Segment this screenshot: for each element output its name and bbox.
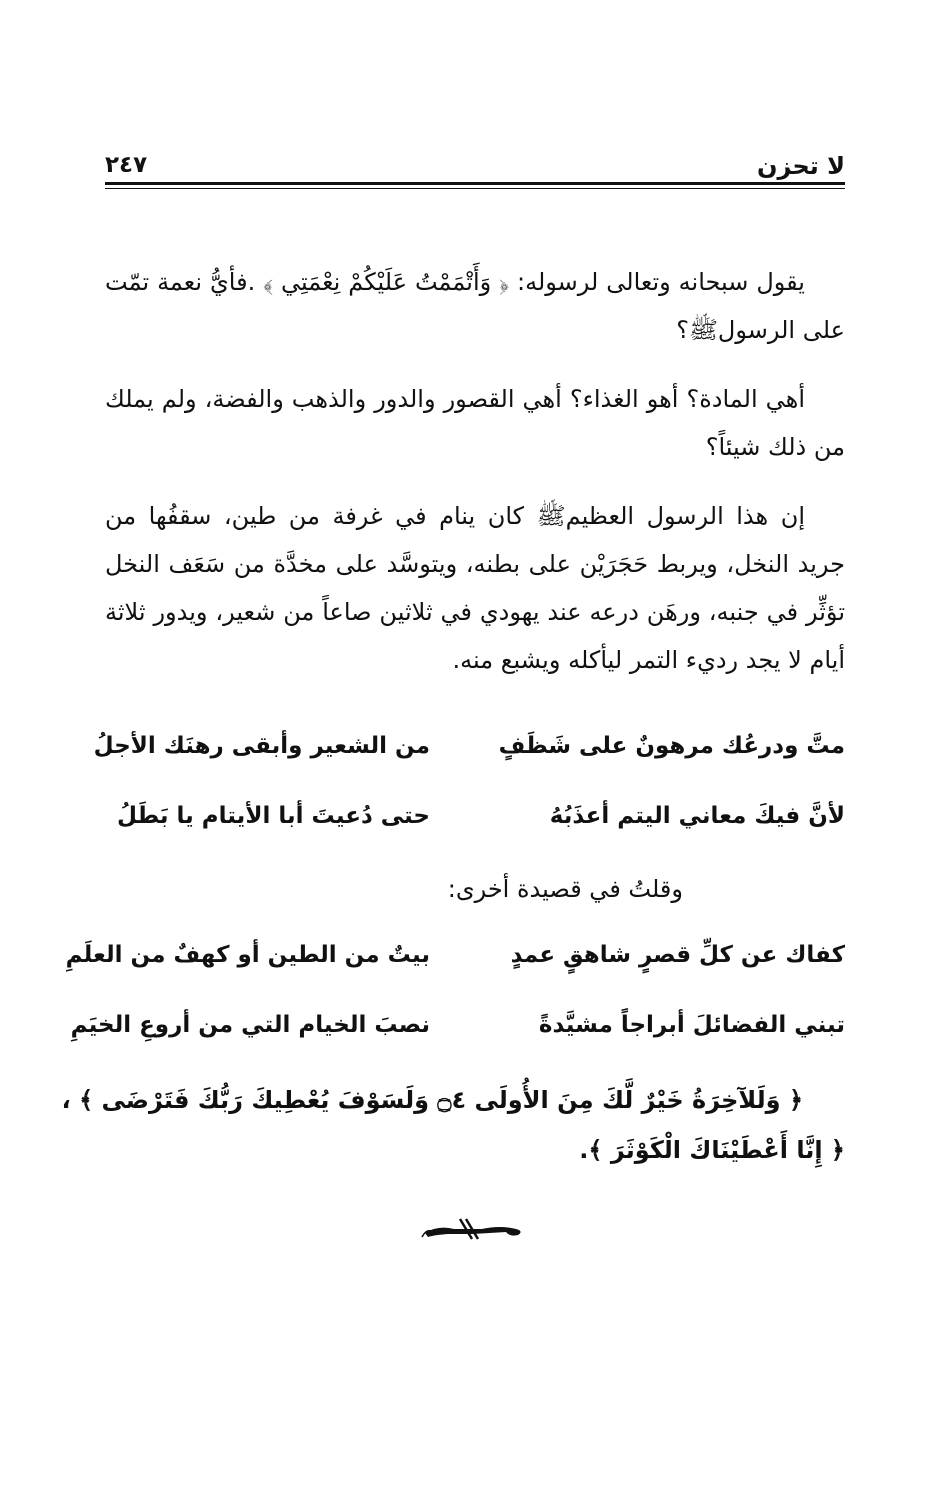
quran-line-2: ﴿ إِنَّا أَعْطَيْنَاكَ الْكَوْثَرَ ﴾. — [579, 1136, 845, 1164]
page-number: ٢٤٧ — [105, 152, 148, 178]
poem2-verse-1 — [65, 942, 845, 982]
verse-first-hemistich: كفاك عن كلِّ قصرٍ شاهقٍ عمدٍ — [510, 942, 845, 968]
paragraph-text: يقول سبحانه وتعالى لرسوله: ﴿ وَأَتْمَمْتُ عَلَيْكُمْ نِعْمَتِي ﴾ .فأيُّ نعمة تمّت على الرسولﷺ؟ — [105, 268, 845, 344]
poem1-verse-1 — [93, 733, 845, 773]
verse-first-hemistich: متَّ ودرعُك مرهونٌ على شَظَفٍ — [498, 733, 845, 759]
poem2-intro: وقلتُ في قصيدة أخرى: — [447, 875, 683, 903]
poem1-verse-2 — [105, 803, 845, 843]
paragraph-2 — [105, 375, 845, 471]
header-rule-thin — [105, 188, 845, 189]
quran-verses — [61, 1075, 845, 1175]
verse-second-hemistich: من الشعير وأبقى رهنَك الأجلُ — [93, 733, 430, 759]
verse-second-hemistich: حتى دُعيتَ أبا الأيتام يا بَطَلُ — [116, 803, 430, 829]
verse-second-hemistich: نصبَ الخيام التي من أروعِ الخيَمِ — [70, 1012, 430, 1038]
poem2-verse-2 — [70, 1012, 845, 1052]
verse-first-hemistich: لأنَّ فيكَ معاني اليتم أعذَبُهُ — [549, 803, 845, 829]
paragraph-3 — [105, 492, 845, 684]
header-rule-thick — [105, 182, 845, 185]
paragraph-text: إن هذا الرسول العظيمﷺ كان ينام في غرفة من طين، سقفُها من جريد النخل، ويربط حَجَرَيْن على بطنه، ويتوسَّد على مخدَّة من سَعَف النخل تؤثِّر في جنبه، ورهَن درعه عند يهودي في ثلاثين صاعاً من شعير، ويدور ثلاثة أيام لا يجد رديء التمر ليأكله ويشبع منه. — [105, 502, 845, 674]
verse-first-hemistich: تبني الفضائلَ أبراجاً مشيَّدةً — [538, 1012, 845, 1038]
book-title: لا تحزن — [757, 152, 845, 180]
verse-second-hemistich: بيتٌ من الطين أو كهفٌ من العلَمِ — [65, 942, 430, 968]
paragraph-text: أهي المادة؟ أهو الغذاء؟ أهي القصور والدور والذهب والفضة، ولم يملك من ذلك شيئاً؟ — [105, 385, 845, 461]
quran-line-1: ﴿ وَلَلآخِرَةُ خَيْرٌ لَّكَ مِنَ الأُولَى ۝٤ وَلَسَوْفَ يُعْطِيكَ رَبُّكَ فَتَرْضَى ﴾ ، — [61, 1086, 803, 1114]
paragraph-1 — [105, 258, 845, 354]
ornament-divider-icon — [420, 1213, 530, 1243]
